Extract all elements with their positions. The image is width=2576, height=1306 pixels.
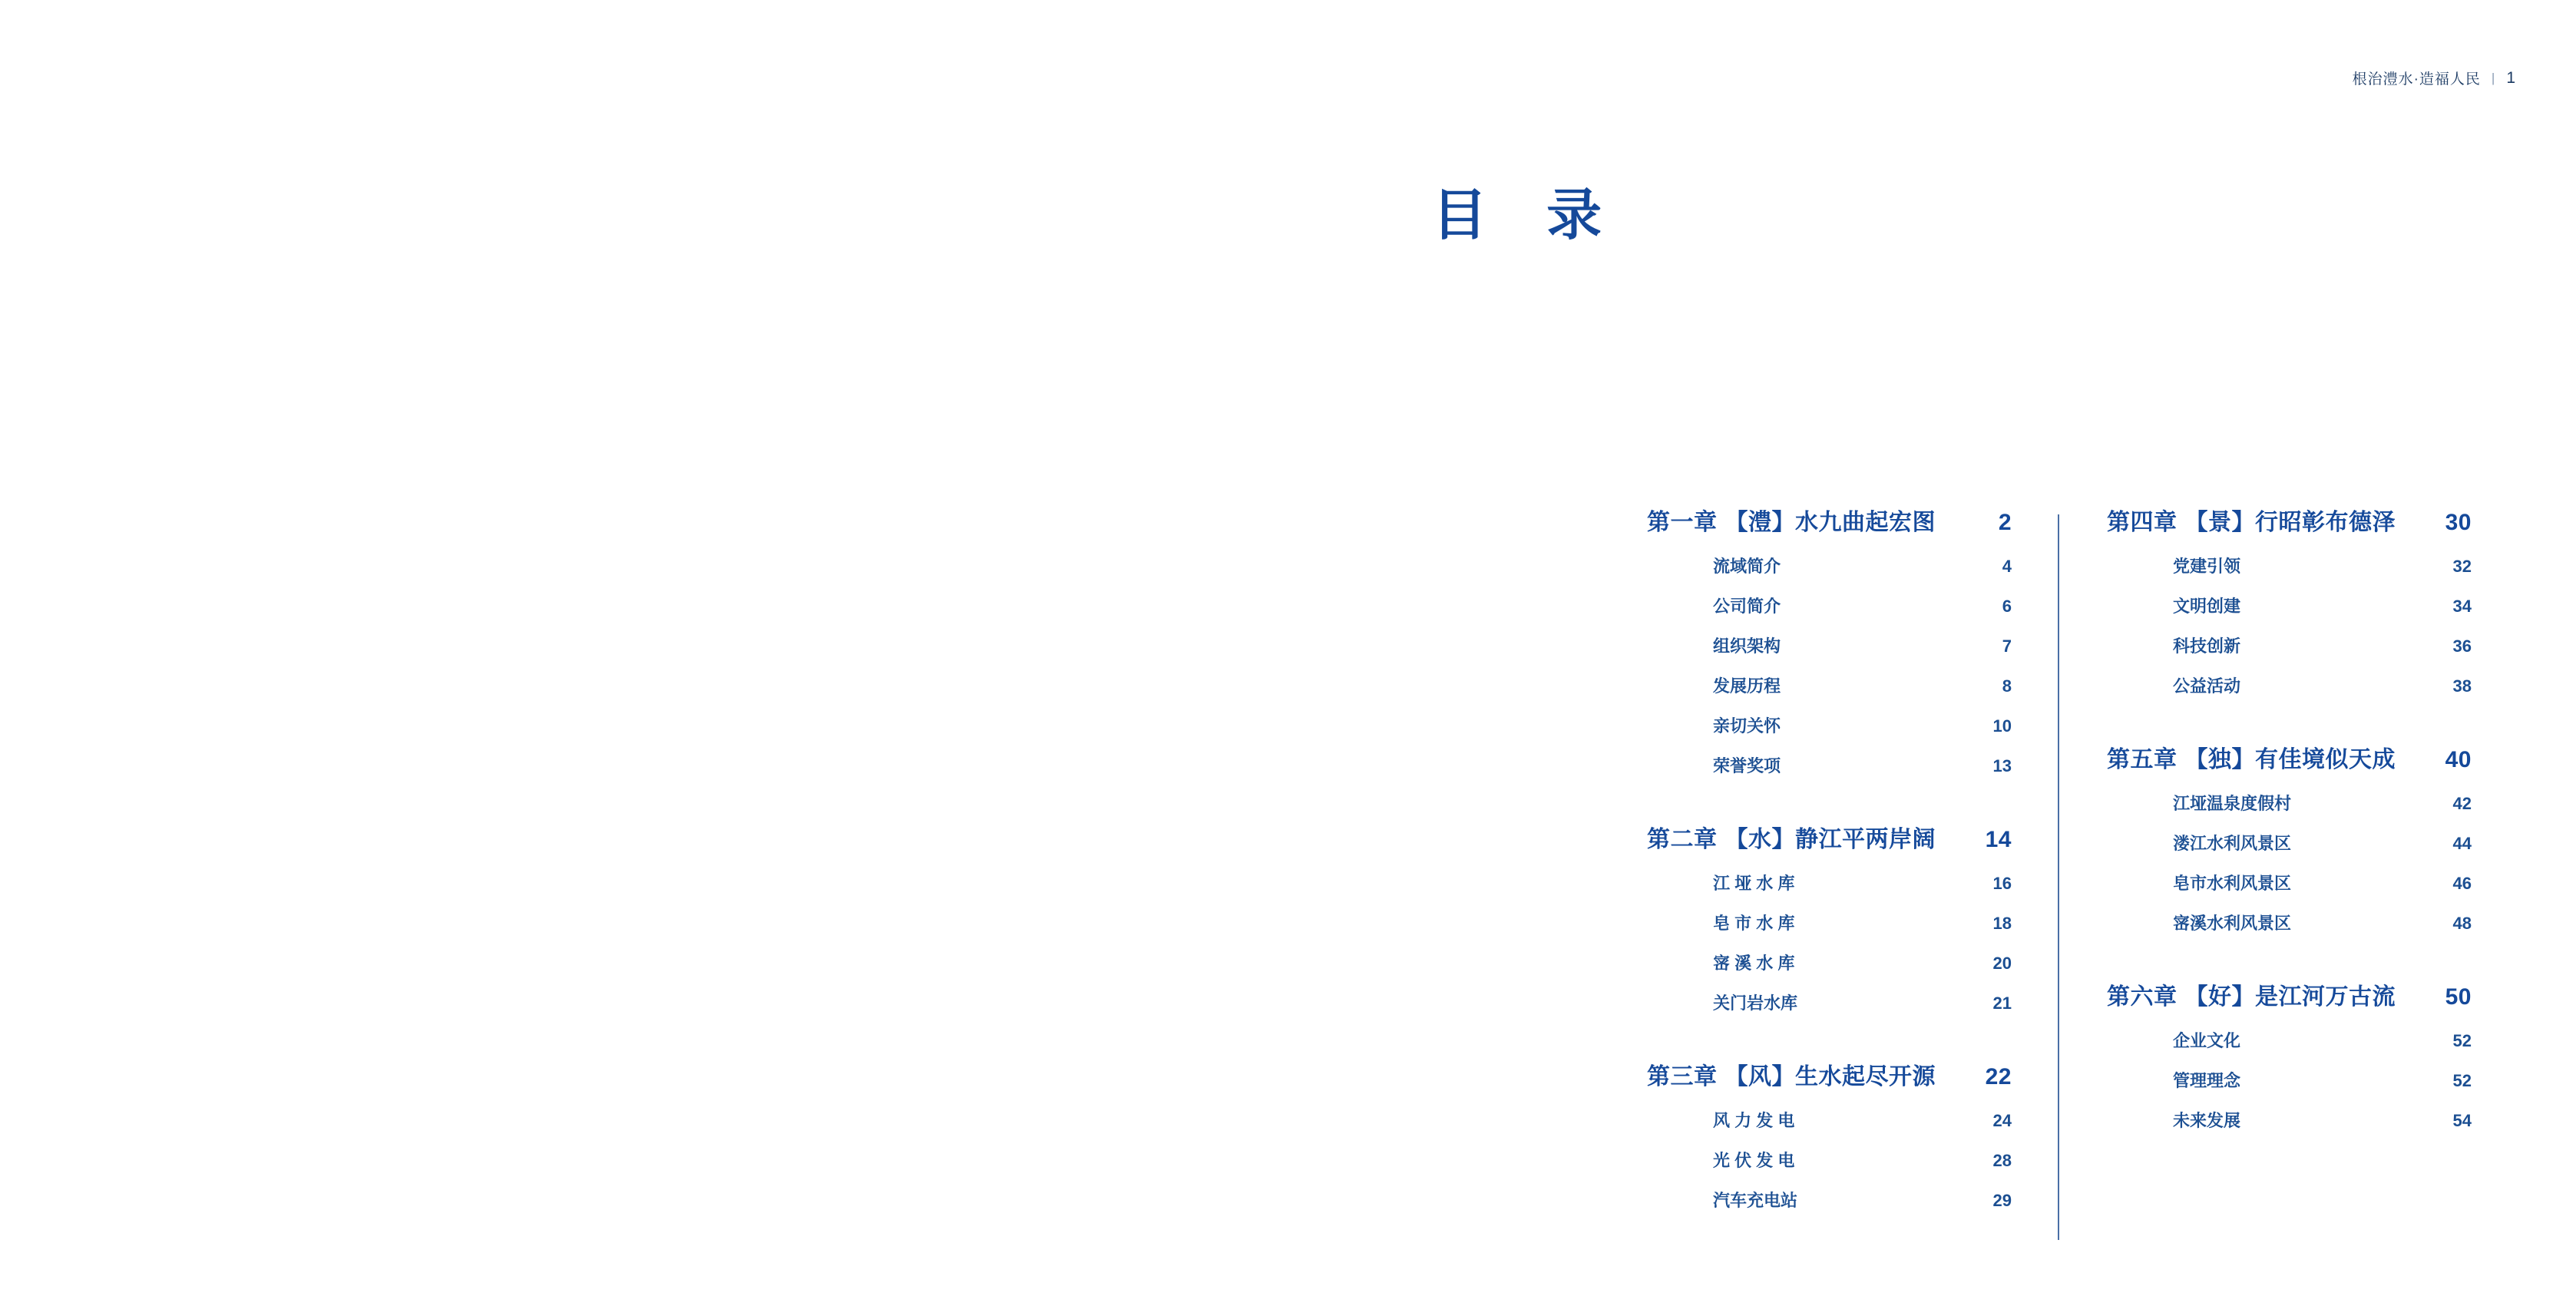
chapter-heading[interactable] xyxy=(1647,1057,2012,1091)
toc-entry-name: 党建引领 xyxy=(2173,557,2241,576)
chapter-page: 22 xyxy=(1985,1064,2012,1089)
toc-entry-name: 皂市水利风景区 xyxy=(2173,874,2292,893)
toc-entry[interactable] xyxy=(1647,990,2012,1014)
chapter-block[interactable] xyxy=(1647,820,2012,1014)
toc-entry[interactable] xyxy=(1647,673,2012,697)
toc-entry-name: 溇江水利风景区 xyxy=(2173,834,2292,853)
chapter-name: 【景】行昭彰布德泽 xyxy=(2184,510,2396,535)
toc-entry-page: 21 xyxy=(1992,994,2012,1013)
chapter-label: 第六章 xyxy=(2107,984,2178,1010)
chapter-entries xyxy=(2107,554,2472,697)
toc-entry-name: 亲切关怀 xyxy=(1713,716,1781,736)
chapter-entries xyxy=(1647,1108,2012,1212)
toc-entry-name: 关门岩水库 xyxy=(1713,994,1798,1013)
toc-entry-page: 54 xyxy=(2452,1111,2472,1130)
chapter-name: 【风】生水起尽开源 xyxy=(1724,1064,1936,1089)
toc-entry-name: 江 垭 水 库 xyxy=(1713,874,1795,893)
chapter-name: 【独】有佳境似天成 xyxy=(2184,747,2396,772)
toc-entry-name: 管理理念 xyxy=(2173,1071,2241,1090)
chapter-page: 2 xyxy=(1998,510,2012,535)
toc-entry-name: 组织架构 xyxy=(1713,636,1781,656)
toc-entry-name: 未来发展 xyxy=(2173,1111,2241,1130)
toc-columns xyxy=(1647,503,2492,1240)
toc-entry-page: 48 xyxy=(2452,914,2472,933)
chapter-page: 30 xyxy=(2445,510,2472,535)
toc-entry-page: 18 xyxy=(1992,914,2012,933)
toc-entry[interactable] xyxy=(1647,593,2012,617)
toc-entry-page: 6 xyxy=(2002,597,2012,616)
toc-entry[interactable] xyxy=(2107,1028,2472,1052)
chapter-page: 50 xyxy=(2445,984,2472,1010)
toc-entry[interactable] xyxy=(1647,633,2012,657)
chapter-label: 第五章 xyxy=(2107,747,2178,772)
toc-entry[interactable] xyxy=(1647,951,2012,974)
toc-entry-page: 52 xyxy=(2452,1031,2472,1050)
toc-entry-name: 企业文化 xyxy=(2173,1031,2241,1050)
toc-entry[interactable] xyxy=(1647,713,2012,737)
toc-entry[interactable] xyxy=(1647,1148,2012,1172)
toc-entry-page: 13 xyxy=(1992,756,2012,775)
toc-entry-page: 24 xyxy=(1992,1111,2012,1130)
chapter-block[interactable] xyxy=(1647,1057,2012,1212)
toc-entry-name: 发展历程 xyxy=(1713,676,1781,696)
running-header-page-number: 1 xyxy=(2506,68,2516,87)
toc-entry-name: 宻 溪 水 库 xyxy=(1713,954,1795,973)
toc-entry-name: 光 伏 发 电 xyxy=(1713,1151,1795,1170)
toc-entry[interactable] xyxy=(2107,791,2472,815)
toc-entry[interactable] xyxy=(1647,753,2012,777)
toc-entry-page: 46 xyxy=(2452,874,2472,893)
toc-entry-page: 10 xyxy=(1992,716,2012,736)
toc-entry-name: 公司简介 xyxy=(1713,597,1781,616)
toc-entry-page: 8 xyxy=(2002,676,2012,696)
toc-entry-page: 38 xyxy=(2452,676,2472,696)
chapter-heading[interactable] xyxy=(2107,503,2472,537)
toc-entry[interactable] xyxy=(2107,831,2472,855)
toc-entry-name: 江垭温泉度假村 xyxy=(2173,794,2292,813)
chapter-heading[interactable] xyxy=(1647,503,2012,537)
toc-entry-page: 16 xyxy=(1992,874,2012,893)
chapter-name: 【好】是江河万古流 xyxy=(2184,984,2396,1010)
page-title: 目 录 xyxy=(1432,183,1622,247)
toc-entry-page: 20 xyxy=(1992,954,2012,973)
running-header xyxy=(2353,68,2516,88)
toc-entry-name: 皂 市 水 库 xyxy=(1713,914,1795,933)
toc-entry[interactable] xyxy=(2107,633,2472,657)
toc-entry-page: 4 xyxy=(2002,557,2012,576)
chapter-heading[interactable] xyxy=(2107,740,2472,774)
toc-entry-page: 36 xyxy=(2452,636,2472,656)
toc-entry-page: 44 xyxy=(2452,834,2472,853)
toc-entry[interactable] xyxy=(1647,871,2012,894)
toc-entry-page: 34 xyxy=(2452,597,2472,616)
chapter-heading[interactable] xyxy=(1647,820,2012,854)
toc-entry[interactable] xyxy=(1647,1188,2012,1212)
toc-entry[interactable] xyxy=(2107,871,2472,894)
toc-entry-page: 32 xyxy=(2452,557,2472,576)
chapter-label: 第三章 xyxy=(1647,1064,1718,1089)
chapter-label: 第二章 xyxy=(1647,827,1718,852)
toc-entry[interactable] xyxy=(1647,1108,2012,1132)
toc-entry[interactable] xyxy=(2107,911,2472,934)
running-header-brand: 根治澧水·造福人民 xyxy=(2352,71,2481,88)
toc-entry[interactable] xyxy=(1647,554,2012,577)
toc-entry-page: 7 xyxy=(2002,636,2012,656)
toc-entry-name: 文明创建 xyxy=(2173,597,2241,616)
chapter-block[interactable] xyxy=(2107,977,2472,1132)
chapter-block[interactable] xyxy=(2107,740,2472,934)
running-header-separator: | xyxy=(2491,70,2496,85)
toc-entry-name: 公益活动 xyxy=(2173,676,2241,696)
chapter-entries xyxy=(2107,791,2472,934)
toc-entry-name: 宻溪水利风景区 xyxy=(2173,914,2292,933)
chapter-label: 第一章 xyxy=(1647,510,1718,535)
chapter-entries xyxy=(2107,1028,2472,1132)
chapter-name: 【澧】水九曲起宏图 xyxy=(1724,510,1936,535)
chapter-heading[interactable] xyxy=(2107,977,2472,1011)
toc-column-right xyxy=(2059,503,2472,1132)
toc-entry-name: 荣誉奖项 xyxy=(1713,756,1781,775)
toc-column-left xyxy=(1647,503,2058,1212)
toc-entry[interactable] xyxy=(2107,673,2472,697)
chapter-entries xyxy=(1647,554,2012,777)
toc-entry-name: 汽车充电站 xyxy=(1713,1191,1798,1210)
chapter-entries xyxy=(1647,871,2012,1014)
toc-entry-page: 42 xyxy=(2452,794,2472,813)
chapter-page: 40 xyxy=(2445,747,2472,772)
toc-entry[interactable] xyxy=(2107,554,2472,577)
toc-entry[interactable] xyxy=(2107,1108,2472,1132)
chapter-name: 【水】静江平两岸阔 xyxy=(1724,827,1936,852)
toc-entry[interactable] xyxy=(2107,1068,2472,1092)
toc-entry[interactable] xyxy=(2107,593,2472,617)
toc-entry-name: 科技创新 xyxy=(2173,636,2241,656)
toc-entry-name: 风 力 发 电 xyxy=(1713,1111,1795,1130)
toc-entry-page: 28 xyxy=(1992,1151,2012,1170)
toc-entry-page: 52 xyxy=(2452,1071,2472,1090)
chapter-block[interactable] xyxy=(2107,503,2472,697)
chapter-label: 第四章 xyxy=(2107,510,2178,535)
chapter-block[interactable] xyxy=(1647,503,2012,777)
toc-entry[interactable] xyxy=(1647,911,2012,934)
toc-entry-page: 29 xyxy=(1992,1191,2012,1210)
chapter-page: 14 xyxy=(1985,827,2012,852)
toc-entry-name: 流域简介 xyxy=(1713,557,1781,576)
